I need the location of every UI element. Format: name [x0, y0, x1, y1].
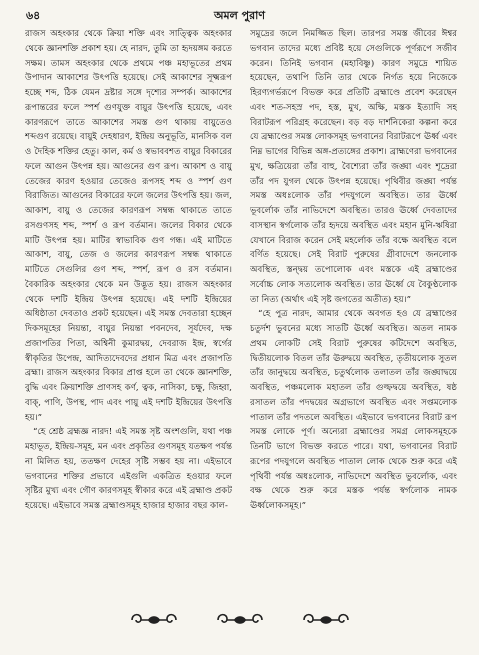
page-number: ৬৪ — [26, 9, 41, 22]
paragraph: রাজস অহংকার থেকে ক্রিয়া শক্তি এবং সাত্ত্বিক অহংকার থেকে জ্ঞানশক্তি প্রকাশ হয়। হে নারদ, তুমি তা হৃদয়ঙ্গম করতে সক্ষম। তামস অহংকার থেকে প্রথমে পঞ্চ মহাভূতের প্রথম উপাদান আকাশের উৎপত্তি হয়েছে। সেই আকাশের সূক্ষ্মরূপ হচ্ছে শব্দ, ঠিক যেমন দ্রষ্টার সঙ্গে দৃশ্যের সম্পর্ক। আকাশের রূপান্তরের ফলে স্পর্শ গুণযুক্ত বায়ুর উৎপত্তি হয়েছে, এবং কারণরূপে তাতে আকাশের সমস্ত গুণ থাকায় বায়ুতেও শব্দগুণ রয়েছে। বায়ুই দেহধারণ, ইন্দ্রিয় অনুভূতি, মানসিক বল ও দৈহিক শক্তির হেতু। কাল, কর্ম ও স্বভাববশত বায়ুর বিকারের ফলে আগুন উৎপন্ন হয়। আগুনের গুণ রূপ। আকাশ ও বায়ু তেজের কারণ হওয়ার তেজেও রূপসহ শব্দ ও স্পর্শ গুণ বিরাজিত। আগুনের বিকারের ফলে জলের উৎপত্তি হয়। জল, আকাশ, বায়ু ও তেজের কারণরূপ সম্বন্ধ থাকাতে তাতে রসগুণসহ শব্দ, স্পর্শ ও রূপ বর্তমান। জলের বিকার থেকে মাটি উৎপন্ন হয়। মাটির স্বাভাবিক গুণ গন্ধ। এই মাটিতে আকাশ, বায়ু, তেজ ও জলের কারণরূপ সম্বন্ধ থাকাতে মাটিতে সেগুলির গুণ শব্দ, স্পর্শ, রূপ ও রস বর্তমান। বৈকারিক অহংকার থেকে মন উদ্ভূত হয়। রাজস অহংকার থেকে দশটি ইন্দ্রিয় উৎপন্ন হয়েছে। এই দশটি ইন্দ্রিয়ের অধিষ্ঠাতা দেবতাও প্রকট হয়েছেন। এই সমস্ত দেবতারা হচ্ছেন দিকসমূহের নিয়ন্তা, বায়ুর নিয়ন্তা পবনদেব, সূর্যদেব, দক্ষ প্রজাপতির পিতা, অশ্বিনী কুমারদ্বয়, দেবরাজ ইন্দ্র, স্বর্গের স্বীকৃতির উপেন্দ্র, আদিত্যদেবদের প্রধান মিত্র এবং প্রজাপতি ব্রহ্মা। রাজস অহংকার বিকার প্রাপ্ত হলে তা থেকে জ্ঞানশক্তি, বুদ্ধি এবং ক্রিয়াশক্তি প্রাণসহ কর্ণ, ত্বক, নাসিকা, চক্ষু, জিহ্বা, বাক্, পাণি, উপস্থ, পাদ এবং পায়ু এই দশটি ইন্দ্রিয়ের উৎপত্তি হয়।” — [25, 29, 232, 423]
scroll-ornament-icon — [128, 610, 180, 630]
paragraph: “হে পুত্র নারদ, আমার থেকে অবগত হও যে ব্রহ্মাণ্ডের চতুর্দশ ভুবনের মধ্যে সাতটি ঊর্ধ্বে অবস্থিত। অতল নামক প্রথম লোকটি সেই বিরাট পুরুষের কটিদেশে অবস্থিত, দ্বিতীয়লোক বিতল তাঁর ঊরুদ্বয়ে অবস্থিত, তৃতীয়লোক সুতল তাঁর জানুদ্বয়ে অবস্থিত, চতুর্থলোক তলাতল তাঁর জঙ্ঘাদ্বয়ে অবস্থিত, পঞ্চমলোক মহাতল তাঁর গুল্ফদ্বয়ে অবস্থিত, ষষ্ঠ রসাতল তাঁর পদদ্বয়ের অগ্রভাগে অবস্থিত এবং সপ্তমলোক পাতাল তাঁর পদতলে অবস্থিত। এইভাবে ভগবানের বিরাট রূপ সমস্ত লোকে পূর্ণ। অন্যেরা ব্রহ্মাণ্ডের সমগ্র লোকসমূহকে তিনটি ভাগে বিভক্ত করতে পারে। যথা, ভগবানের বিরাট রূপের পদযুগলে অবস্থিত পাতাল লোক থেকে শুরু করে এই পৃথিবী পর্যন্ত অধঃলোক, নাভিদেশে অবস্থিত ভুবর্লোক, এবং বক্ষ থেকে শুরু করে মস্তক পর্যন্ত স্বর্গলোক নামক ঊর্ধ্বলোকসমূহ।” — [250, 309, 457, 511]
right-column — [250, 27, 457, 603]
left-column — [25, 27, 232, 603]
paragraph: সমুদ্রের জলে নিমজ্জিত ছিল। তারপর সমস্ত জীবের ঈশ্বর ভগবান তাদের মধ্যে প্রবিষ্ট হয়ে সেগুলিকে পূর্ণরূপে সজীব করেন। তিনিই ভগবান (মহাবিষ্ণু) কারণ সমুদ্রে শায়িত হয়েছেন, তথাপি তিনি তার থেকে নির্গত হয়ে নিজেকে হিরণ্যগর্ভরূপে বিভক্ত করে প্রতিটি ব্রহ্মাণ্ডে প্রবেশ করেছেন এবং শত-সহস্র পদ, হস্ত, মুখ, অক্ষি, মস্তক ইত্যাদি সহ বিরাটরূপ পরিগ্রহ করেছেন। বড় বড় দার্শনিকেরা কল্পনা করে যে ব্রহ্মাণ্ডের সমস্ত লোকসমূহ ভগবানের বিরাটরূপে ঊর্ধ্ব এবং নিম্ন ভাগের বিভিন্ন অঙ্গ-প্রত্যঙ্গের প্রকাশ। ব্রাহ্মণেরা ভগবানের মুখ, ক্ষত্রিয়েরা তাঁর বাহু, বৈশ্যেরা তাঁর জঙ্ঘা এবং শূদ্রেরা তাঁর পদ যুগল থেকে উৎপন্ন হয়েছে। পৃথিবীর জঙ্ঘা পর্যন্ত সমস্ত অধঃলোক তাঁর পদযুগলে অবস্থিত। তার ঊর্ধ্বে ভূবর্লোক তাঁর নাভিদেশে অবস্থিত। তারও ঊর্ধ্বে দেবতাদের বাসস্থান স্বর্গলোক তাঁর হৃদয়ে অবস্থিত এবং মহান মুনি-ঋষিরা যেখানে বিরাজ করেন সেই মহর্লোক তাঁর বক্ষে অবস্থিত বলে বর্ণিত হয়েছে। সেই বিরাট পুরুষের গ্রীবাদেশে জনলোক অবস্থিত, স্তন্দ্বয় তপোলোক এবং মস্তকে এই ব্রহ্মাণ্ডের সর্বোচ্চ লোক সত্যলোক অবস্থিত। তার ঊর্ধ্বে যে বৈকুণ্ঠলোক তা নিত্য (অর্থাৎ এই সৃষ্ট জগতের অতীত) হয়।” — [250, 29, 457, 305]
running-head: অমল পুরাণ — [213, 9, 266, 22]
scroll-ornament-icon — [214, 610, 266, 630]
footer-ornaments — [0, 610, 479, 630]
scroll-ornament-icon — [300, 610, 352, 630]
paragraph: “হে শ্রেষ্ঠ ব্রহ্মজ্ঞ নারদ! এই সমস্ত সৃষ্ট অংশগুলি, যথা পঞ্চ মহাভূত, ইন্দ্রিয়-সমূহ, মন এবং প্রকৃতির গুণসমূহ যতক্ষণ পর্যন্ত না মিলিত হয়, ততক্ষণ দেহের সৃষ্টি সম্ভব হয় না। এইভাবে ভগবানের শক্তির প্রভাবে এইগুলি একত্রিত হওয়ার ফলে সৃষ্টির মুখ্য এবং গৌণ কারণসমূহ স্বীকার করে এই ব্রহ্মাণ্ড প্রকট হয়েছে। এইভাবে সমস্ত ব্রহ্মাণ্ডসমূহ হাজার হাজার বছর কাল- — [25, 427, 232, 511]
